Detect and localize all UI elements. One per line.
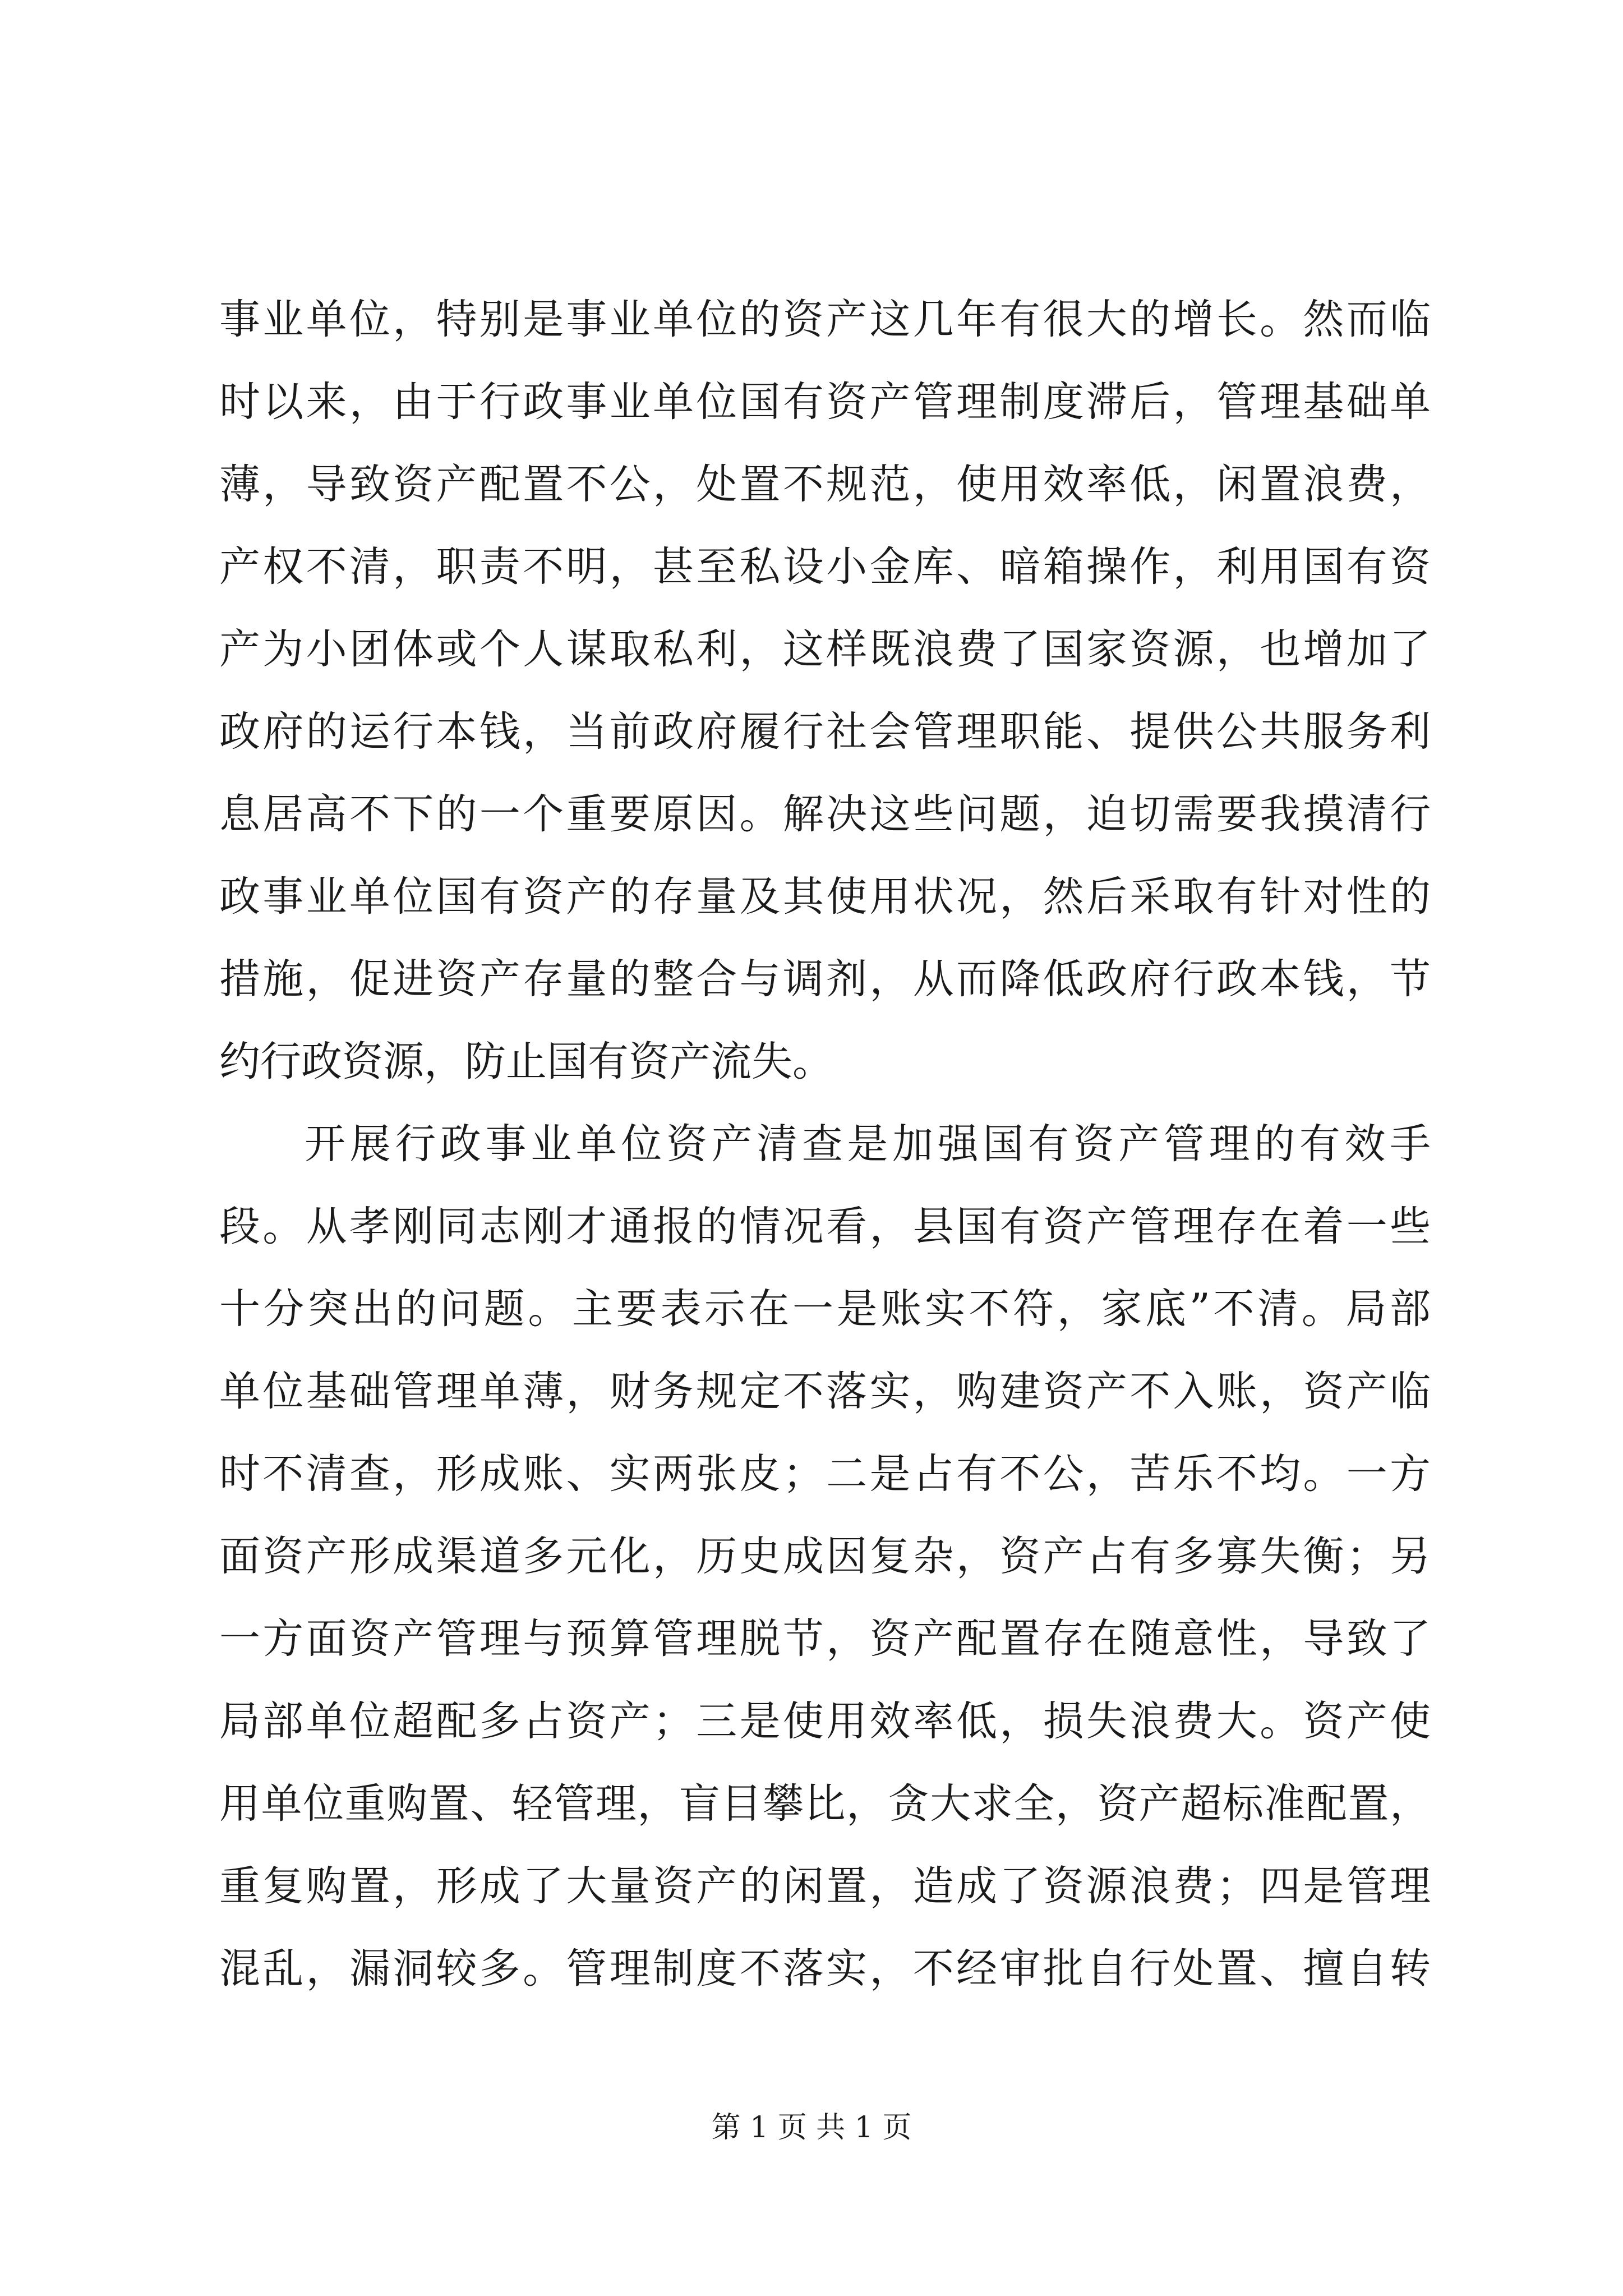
paragraph-line: 事业单位，特别是事业单位的资产这几年有很大的增长。然而临 xyxy=(219,296,1431,343)
paragraph-line: 时以来，由于行政事业单位国有资产管理制度滞后，管理基础单 xyxy=(219,378,1431,426)
paragraph-line: 混乱，漏洞较多。管理制度不落实，不经审批自行处置、擅自转 xyxy=(219,1945,1431,1993)
paragraph-line: 十分突出的问题。主要表示在一是账实不符，家底”不清。局部 xyxy=(219,1285,1431,1333)
paragraph-line: 段。从孝刚同志刚才通报的情况看，县国有资产管理存在着一些 xyxy=(219,1203,1431,1250)
paragraph-line: 面资产形成渠道多元化，历史成因复杂，资产占有多寡失衡；另 xyxy=(219,1533,1431,1580)
paragraph-line: 重复购置，形成了大量资产的闲置，造成了资源浪费；四是管理 xyxy=(219,1862,1431,1910)
paragraph-line: 薄，导致资产配置不公，处置不规范，使用效率低，闲置浪费， xyxy=(219,461,1431,508)
paragraph-line: 单位基础管理单薄，财务规定不落实，购建资产不入账，资产临 xyxy=(219,1368,1431,1415)
paragraph-line: 措施，促进资产存量的整合与调剂，从而降低政府行政本钱，节 xyxy=(219,955,1431,1003)
paragraph-line: 时不清查，形成账、实两张皮；二是占有不公，苦乐不均。一方 xyxy=(219,1450,1431,1498)
paragraph-line: 局部单位超配多占资产；三是使用效率低，损失浪费大。资产使 xyxy=(219,1697,1431,1745)
paragraph-line: 政事业单位国有资产的存量及其使用状况，然后采取有针对性的 xyxy=(219,873,1431,921)
paragraph-line: 政府的运行本钱，当前政府履行社会管理职能、提供公共服务利 xyxy=(219,708,1431,756)
paragraph-line: 息居高不下的一个重要原因。解决这些问题，迫切需要我摸清行 xyxy=(219,790,1431,838)
paragraph-line: 用单位重购置、轻管理，盲目攀比，贪大求全，资产超标准配置， xyxy=(219,1780,1431,1828)
paragraph-line: 开展行政事业单位资产清查是加强国有资产管理的有效手 xyxy=(305,1120,1431,1168)
paragraph-line: 一方面资产管理与预算管理脱节，资产配置存在随意性，导致了 xyxy=(219,1615,1431,1663)
paragraph-line: 约行政资源，防止国有资产流失。 xyxy=(219,1038,833,1085)
page-number-footer: 第 1 页 共 1 页 xyxy=(711,2111,912,2145)
paragraph-line: 产权不清，职责不明，甚至私设小金库、暗箱操作，利用国有资 xyxy=(219,543,1431,591)
paragraph-line: 产为小团体或个人谋取私利，这样既浪费了国家资源，也增加了 xyxy=(219,625,1431,673)
